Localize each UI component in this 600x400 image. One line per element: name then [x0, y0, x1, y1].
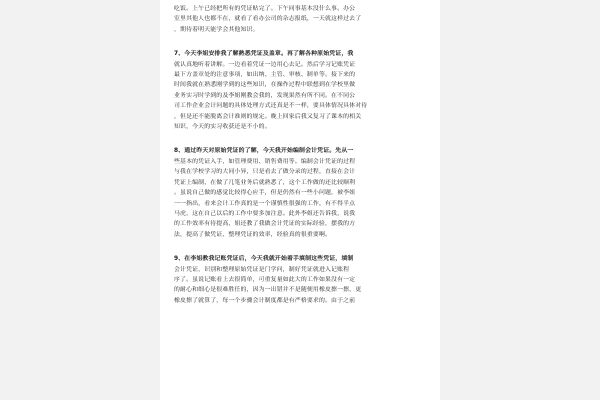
text-line: 、在李姐教我记账凭证后，今天我就开始着手填制这些凭证，填制: [178, 256, 354, 263]
text-line: 司工作企业会计问题的具体处理方式还真是不一样，要具体情况具体对待: [174, 103, 368, 110]
text-line: 室里其他人也都不在，就看了看办公司的杂志报纸，一天就这样过去了: [174, 16, 362, 23]
paragraph-number: 7: [174, 51, 179, 58]
text-line: 的工作效率有待提高，姐还教了我做会计凭证的实际经验，摆我的方: [174, 221, 356, 228]
paragraph-number: 8: [174, 148, 179, 155]
text-line: 时间我就在熟悉刚学到的这些知识，在操作过程中联想到在学校里做: [174, 82, 356, 89]
text-line: 吃饭。上午已经把所有的凭证贴完了。下午同事基本没什么事。办公: [174, 6, 356, 12]
paragraph-8: [174, 146, 426, 240]
text-line: 业务实习时学到的及李姐刚教会我的，发现果然有所不同。在不同公: [174, 92, 356, 99]
text-line: 些基本的凭证入手，如管理费用、销售费用等。编制会计凭证的过程: [174, 158, 356, 165]
paragraph-number: 9: [174, 256, 179, 263]
text-line: 凭证上编制，在做了几笔业务后就熟悉了，这个工作做的还比较顺利: [174, 179, 356, 186]
text-line: 的耐心和细心是很难胜任的，因为一出错并不是随便用橡皮擦一擦，更: [174, 287, 362, 294]
text-line: ，期待着明天能学会其他知识。: [174, 26, 259, 33]
text-line: 一一指出，看来会计工作真的是一个谨慎性很强的工作，有不得半点: [174, 200, 356, 207]
text-line: ，但是还不能脱离会计准则的规定。晚上回家后我又复习了课本的相关: [174, 113, 362, 120]
text-line: 橡皮擦了就算了，每一个步骤会计制度都是有严格要求的。由于之前: [174, 297, 356, 304]
paragraph-9: [174, 254, 426, 306]
text-line: 最下方盖章处的注意事项，如出纳、主管、审核、制单等。接下来的: [174, 72, 356, 79]
paragraph-first-line: [174, 146, 426, 156]
document-page: [160, 0, 440, 400]
text-line: 法，提高了做凭证、整理凭证的效率，经验真的很重要啊。: [174, 231, 332, 238]
text-line: 序了。虽说记账看上去很简单，可重复量如此大的工作如果没有一定: [174, 276, 356, 283]
text-line: 马虎，这在自己以后的工作中要多加注意。此外李姐还告诉我，说我: [174, 210, 356, 217]
text-line: 。虽说自己做的感觉比较得心应手，但是仍然有一些小问题，被李姐: [174, 190, 356, 197]
text-line: 、今天李姐安排我了解熟悉凭证及盖章。再了解各种原始凭证，我: [178, 51, 354, 58]
text-line: 与我在学校学习的大同小异，只是看去了做分录的过程，直接在会计: [174, 169, 356, 176]
paragraph-6-continued: [174, 4, 426, 35]
text-line: 、通过昨天对原始凭证的了解，今天我开始编制会计凭证。先从一: [178, 148, 354, 155]
paragraph-first-line: [174, 254, 426, 264]
text-line: 就认真地听着讲解。一边看着凭证一边用心去记。然后学习记账凭证: [174, 61, 356, 68]
paragraph-7: [174, 49, 426, 132]
paragraph-first-line: [174, 49, 426, 59]
text-line: 会计凭证，识别和整理原始凭证是门学问，制好凭证就进入记账程: [174, 266, 350, 273]
text-line: 知识，今天的实习收获还是不小的。: [174, 124, 271, 131]
